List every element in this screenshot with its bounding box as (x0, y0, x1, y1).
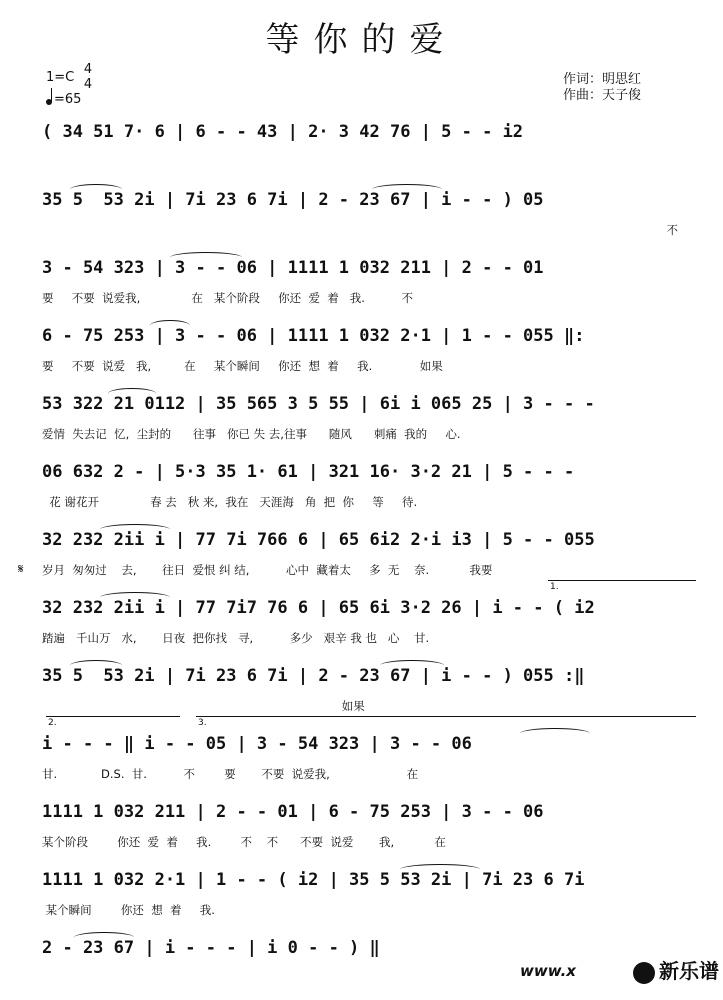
composer: 作曲：天子俊 (563, 88, 642, 103)
notation-line: 3 - 54 323 | 3 - - 06 | 1111 1 032 211 | 2 - - 01 (42, 258, 544, 278)
score-system-12 (0, 866, 723, 932)
score-system-7 (0, 526, 723, 592)
score-system-4 (0, 322, 723, 388)
notation-line: ( 34 51 7· 6 | 6 - - 43 | 2· 3 42 76 | 5 - - i2 (42, 122, 524, 142)
notation-line: 35 5 53 2i | 7i 23 6 7i | 2 - 23 67 | i - - ) 055 :‖ (42, 666, 585, 686)
score-system-3 (0, 254, 723, 320)
score-system-13 (0, 934, 723, 1000)
volta-3: 3. (198, 718, 207, 728)
lyric-line: 要 不要 说爱我, 在 某个阶段 你还 爱 着 我. 不 (42, 291, 413, 305)
notation-line: 1111 1 032 2·1 | 1 - - ( i2 | 35 5 53 2i | 7i 23 6 7i (42, 870, 585, 890)
lyric-line: 要 不要 说爱 我, 在 某个瞬间 你还 想 着 我. 如果 (42, 359, 443, 373)
notation-line: 6 - 75 253 | 3 - - 06 | 1111 1 032 2·1 | 1 - - 055 ‖: (42, 326, 585, 346)
time-sig-bottom: 4 (83, 77, 93, 92)
lyric-line: 如果 (42, 699, 365, 713)
tempo-value: =65 (54, 92, 82, 107)
volta-bracket-3 (196, 716, 696, 717)
lyric-line: 甘. D.S. 甘. 不 要 不要 说爱我, 在 (42, 767, 419, 781)
site-url: www.x (520, 962, 576, 980)
time-sig-top: 4 (83, 62, 93, 77)
key-signature: 1=C (46, 70, 75, 85)
lyric-line: 某个瞬间 你还 想 着 我. (42, 903, 215, 917)
notation-line: 1111 1 032 211 | 2 - - 01 | 6 - 75 253 | 3 - - 06 (42, 802, 544, 822)
song-title: 等你的爱 (265, 20, 458, 60)
notation-line: 2 - 23 67 | i - - - | i 0 - - ) ‖ (42, 938, 380, 958)
notation-line: 32 232 2ii i | 77 7i7 76 6 | 65 6i 3·2 26 | i - - ( i2 (42, 598, 595, 618)
score-system-5 (0, 390, 723, 456)
lyric-line (42, 154, 692, 172)
time-signature (82, 62, 94, 92)
lyric-line: 不 (666, 223, 678, 237)
lyric-line: 花 谢花开 春 去 秋 来, 我在 天涯海 角 把 你 等 待. (42, 495, 418, 509)
volta-1: 1. (550, 582, 559, 592)
score-system-9 (0, 662, 723, 728)
notation-line: 53 322 21 0112 | 35 565 3 5 55 | 6i i 065 25 | 3 - - - (42, 394, 595, 414)
score-system-6 (0, 458, 723, 524)
credits (563, 72, 641, 104)
volta-bracket-2 (46, 716, 180, 717)
lyricist: 作词：明思红 (563, 72, 642, 87)
volta-2: 2. (48, 718, 57, 728)
brand-logo (633, 955, 719, 984)
score-system-8 (0, 594, 723, 660)
score-system-10 (0, 730, 723, 796)
score-system-1 (0, 118, 723, 184)
score-system-11 (0, 798, 723, 864)
lyric-line: 某个阶段 你还 爱 着 我. 不 不 不要 说爱 我, 在 (42, 835, 446, 849)
lyric-line: 爱情 失去记 忆, 尘封的 往事 你已 失 去,往事 随风 刺痛 我的 心. (42, 427, 461, 441)
lyric-line: 踏遍 千山万 水, 日夜 把你找 寻, 多少 艰辛 我 也 心 甘. (42, 631, 430, 645)
quarter-note-icon (46, 99, 52, 105)
segno-icon: 𝄋 (18, 562, 24, 577)
notation-line: 35 5 53 2i | 7i 23 6 7i | 2 - 23 67 | i - - ) 05 (42, 190, 544, 210)
notation-line: 06 632 2 - | 5·3 35 1· 61 | 321 16· 3·2 21 | 5 - - - (42, 462, 575, 482)
brand-name: 新乐谱 (659, 959, 719, 983)
notation-line: 32 232 2ii i | 77 7i 766 6 | 65 6i2 2·i i3 | 5 - - 055 (42, 530, 595, 550)
lyric-line: 岁月 匆匆过 去, 往日 爱恨 纠 结, 心中 藏着太 多 无 奈. 我要 (42, 563, 493, 577)
notation-line: i - - - ‖ i - - 05 | 3 - 54 323 | 3 - - 06 (42, 734, 472, 754)
volta-bracket-1 (548, 580, 696, 581)
tempo-mark (46, 92, 81, 107)
disc-icon (633, 962, 655, 984)
score-system-2 (0, 186, 723, 252)
